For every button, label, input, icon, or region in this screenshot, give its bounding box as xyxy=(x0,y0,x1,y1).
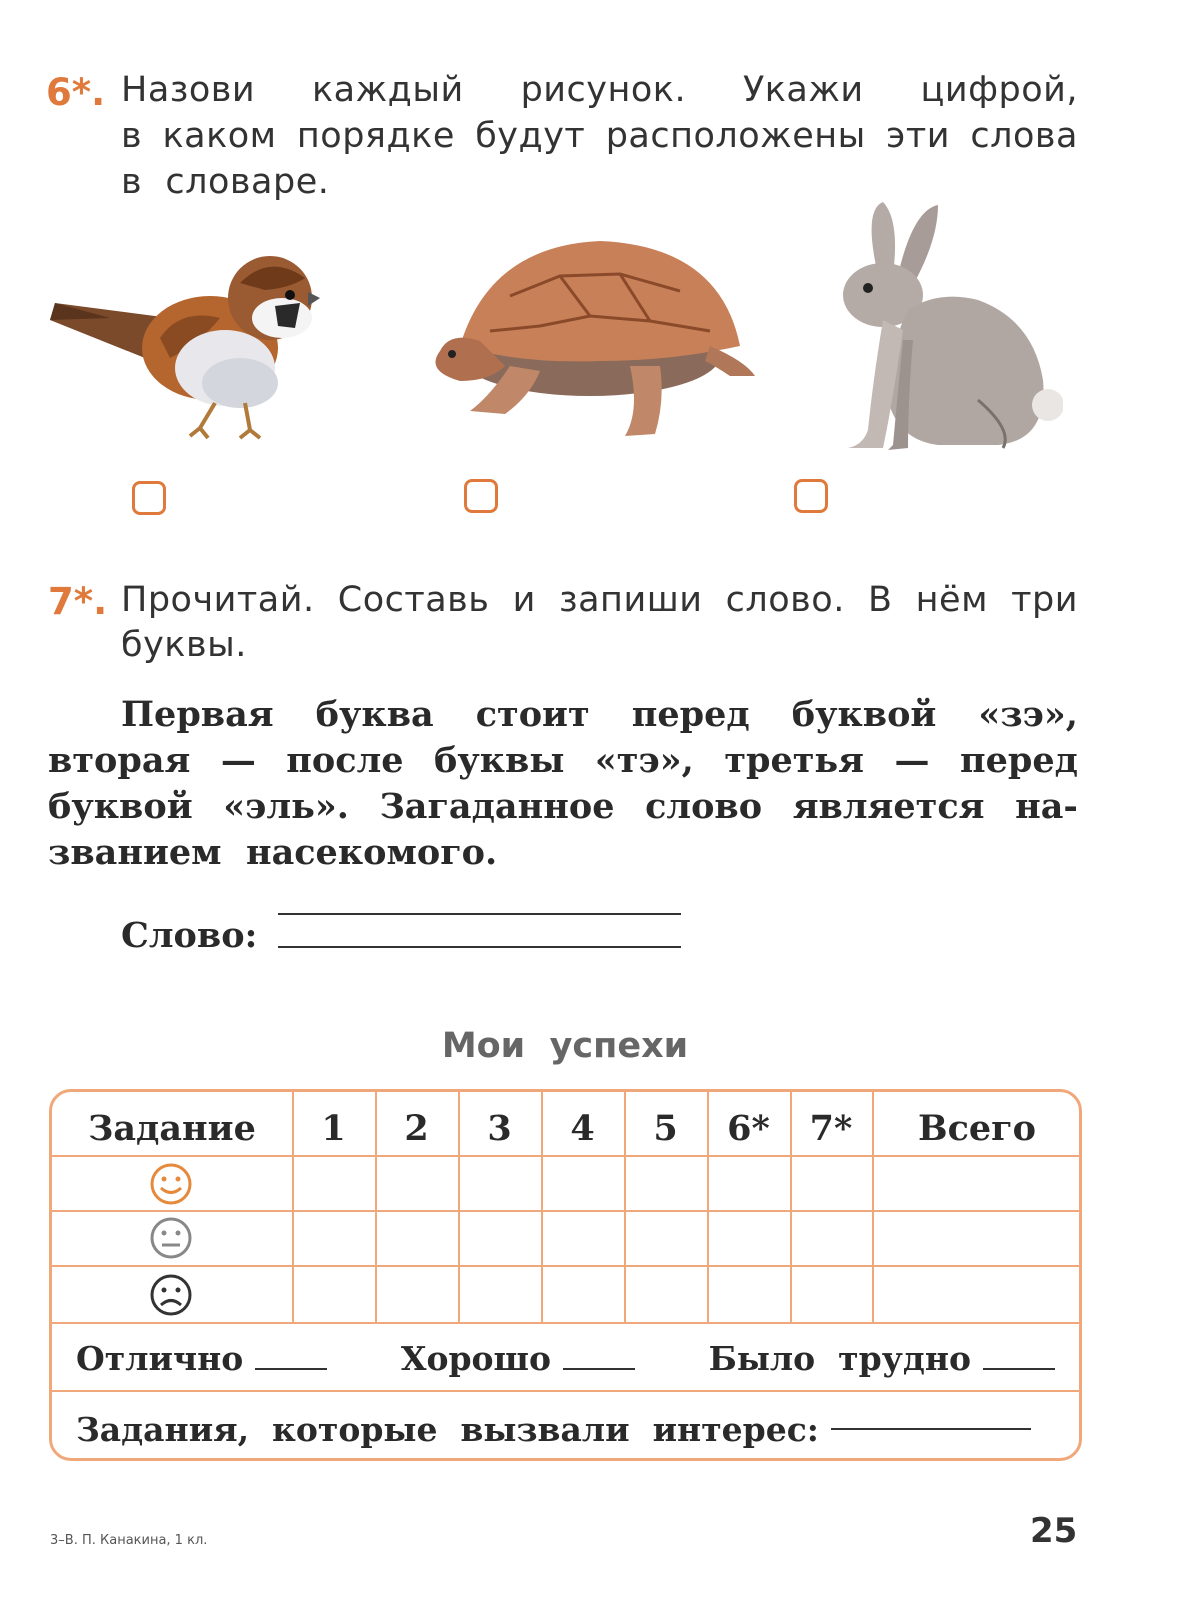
header-task: Задание xyxy=(88,1107,256,1149)
rating-good-label: Хорошо xyxy=(400,1338,552,1378)
riddle-line-2 xyxy=(48,740,1078,781)
rating-hard xyxy=(709,1339,1055,1378)
word: вторая xyxy=(48,740,191,781)
header-col-6star: 6* xyxy=(727,1107,770,1149)
word: — xyxy=(894,740,930,781)
word: Составь xyxy=(337,580,490,620)
header-total: Всего xyxy=(918,1107,1036,1149)
header-col-1: 1 xyxy=(321,1107,346,1149)
word: слова xyxy=(970,116,1078,156)
header-col-3: 3 xyxy=(487,1107,512,1149)
word: цифрой, xyxy=(920,70,1078,110)
word: буквой xyxy=(791,694,937,735)
word: «зэ», xyxy=(978,694,1078,735)
word: буквы xyxy=(434,740,565,781)
task-6-line-1 xyxy=(121,70,1078,110)
row-divider xyxy=(52,1390,1079,1392)
word: эти xyxy=(886,116,950,156)
task-7-number: 7*. xyxy=(48,580,108,623)
header-col-7star: 7* xyxy=(809,1107,853,1149)
task-6-line-3: в словаре. xyxy=(121,162,330,202)
sad-face-icon xyxy=(149,1273,193,1317)
word: «тэ», xyxy=(594,740,694,781)
task-6-line-2 xyxy=(121,116,1078,156)
sparrow-illustration xyxy=(50,248,320,443)
rating-hard-blank[interactable] xyxy=(983,1368,1055,1370)
word: Первая xyxy=(121,694,274,735)
word: «эль». xyxy=(223,786,349,827)
word: Загаданное xyxy=(379,786,615,827)
interest-row xyxy=(76,1404,1031,1454)
word: Назови xyxy=(121,70,256,110)
word: каждый xyxy=(312,70,464,110)
task-7-line-1 xyxy=(121,580,1078,620)
row-divider xyxy=(52,1322,1079,1324)
word: Укажи xyxy=(742,70,864,110)
rating-row xyxy=(76,1332,1055,1384)
answer-line-top[interactable] xyxy=(278,913,681,915)
task-7-line-2: буквы. xyxy=(121,625,247,665)
word: расположены xyxy=(605,116,866,156)
rating-excellent-label: Отлично xyxy=(76,1338,244,1378)
word: Прочитай. xyxy=(121,580,315,620)
rating-excellent-blank[interactable] xyxy=(255,1368,327,1370)
word: слово xyxy=(645,786,763,827)
progress-table xyxy=(49,1089,1082,1461)
interest-label: Задания, которые вызвали интерес: xyxy=(76,1409,819,1449)
header-col-2: 2 xyxy=(404,1107,429,1149)
word: после xyxy=(286,740,404,781)
row-divider xyxy=(52,1210,1079,1212)
answer-label: Слово: xyxy=(121,915,258,956)
rating-hard-label: Было трудно xyxy=(708,1338,971,1378)
word: рисунок. xyxy=(520,70,687,110)
word: порядке xyxy=(296,116,455,156)
word: третья xyxy=(724,740,865,781)
page-number: 25 xyxy=(1030,1511,1078,1551)
happy-face-icon xyxy=(149,1162,193,1206)
header-col-5: 5 xyxy=(653,1107,678,1149)
word: буква xyxy=(315,694,434,735)
row-divider xyxy=(52,1265,1079,1267)
riddle-line-3 xyxy=(48,786,1078,827)
word: запиши xyxy=(559,580,703,620)
rating-excellent xyxy=(76,1339,327,1378)
word: стоит xyxy=(475,694,590,735)
word: буквой xyxy=(48,786,193,827)
turtle-illustration xyxy=(420,236,760,441)
riddle-line-4: званием насекомого. xyxy=(48,832,498,873)
author-credit: 3–В. П. Канакина, 1 кл. xyxy=(50,1533,208,1548)
header-col-4: 4 xyxy=(570,1107,595,1149)
sparrow-order-box[interactable] xyxy=(132,481,166,515)
word: является xyxy=(792,786,985,827)
word: будут xyxy=(475,116,586,156)
word: перед xyxy=(959,740,1078,781)
turtle-order-box[interactable] xyxy=(464,479,498,513)
word: слово. xyxy=(725,580,845,620)
word: каком xyxy=(162,116,277,156)
rating-good-blank[interactable] xyxy=(563,1368,635,1370)
rating-good xyxy=(401,1339,635,1378)
answer-line-bottom[interactable] xyxy=(278,946,681,948)
progress-title: Мои успехи xyxy=(441,1026,689,1066)
task-6-number: 6*. xyxy=(46,71,106,114)
neutral-face-icon xyxy=(149,1216,193,1260)
word: три xyxy=(1011,580,1078,620)
word: и xyxy=(512,580,536,620)
hare-illustration xyxy=(828,200,1063,455)
word: перед xyxy=(631,694,750,735)
hare-order-box[interactable] xyxy=(794,479,828,513)
word: В xyxy=(867,580,893,620)
word: — xyxy=(220,740,256,781)
riddle-line-1 xyxy=(121,694,1078,735)
word: на- xyxy=(1015,786,1078,827)
word: в xyxy=(121,116,143,156)
interest-blank[interactable] xyxy=(831,1428,1031,1430)
word: нём xyxy=(915,580,988,620)
